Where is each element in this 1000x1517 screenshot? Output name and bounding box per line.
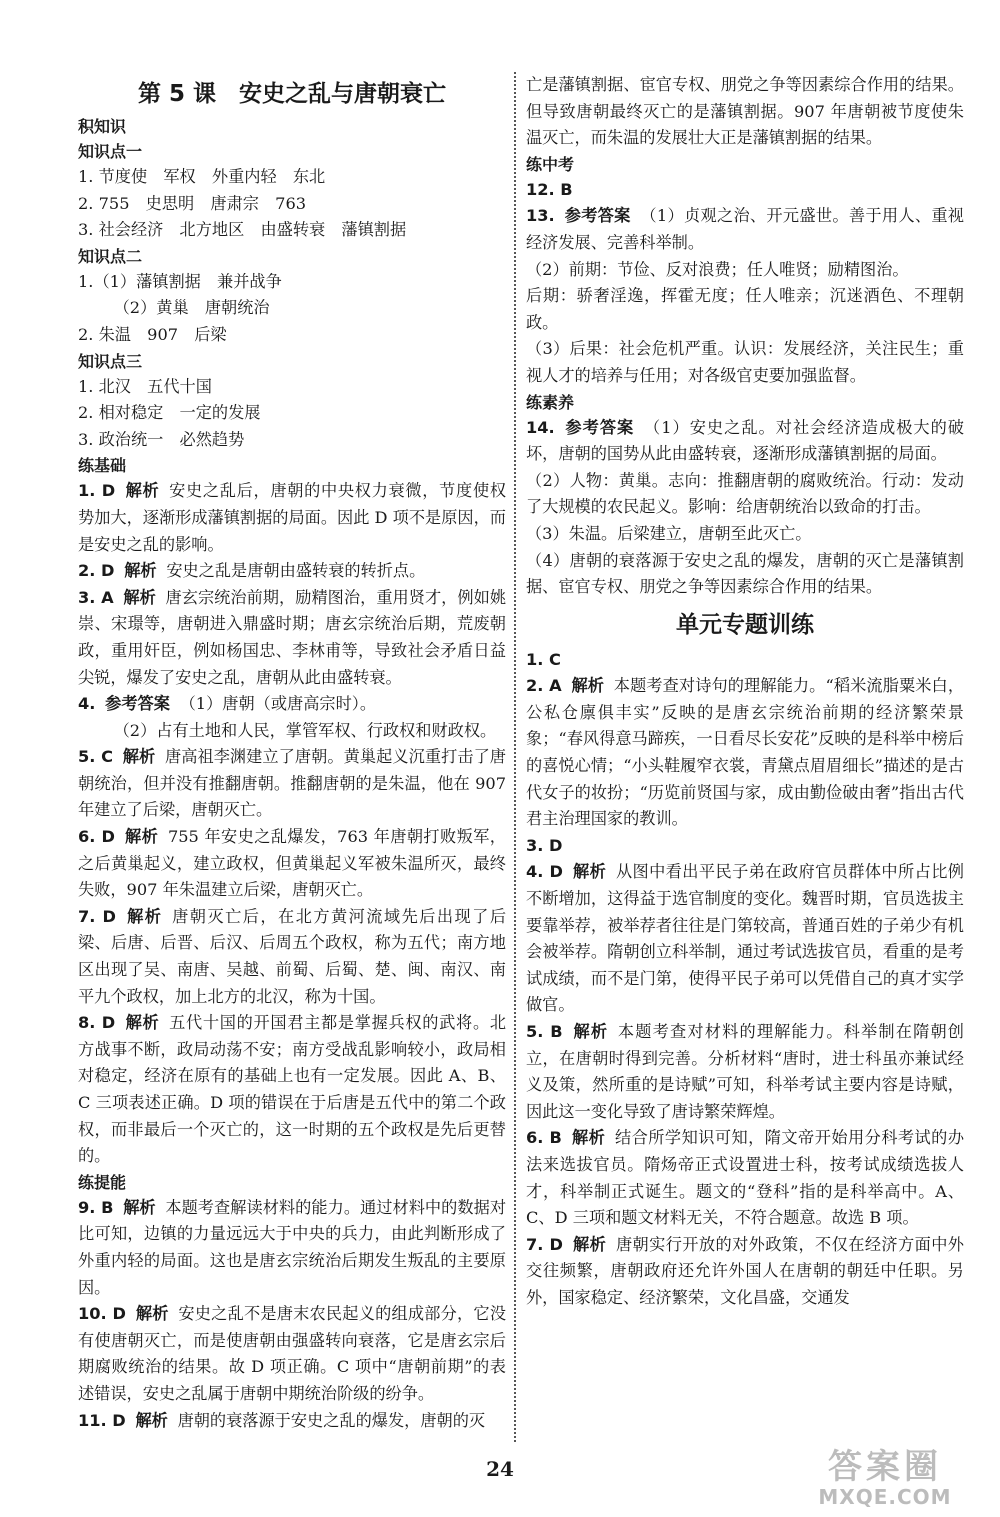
answer-text: 唐朝的衰落源于安史之乱的爆发，唐朝的灭 <box>177 1410 486 1430</box>
list-item: 1. 北汉 五代十国 <box>78 376 212 396</box>
answer-text: 五代十国的开国君主都是掌握兵权的武将。北方战事不断，政局动荡不安；南方受战乱影响较小，政局相对稳定，经济在原有的基础上也有一定发展。因此 A、B、C 三项表述正确。D 项的错误在于后唐是五代中的第二个政权，而非最后一个灭亡的，这一时期的五个政权是先后更替的。 <box>78 1013 507 1166</box>
analysis-label: 解析 <box>135 1410 168 1430</box>
answer-item <box>78 1408 506 1435</box>
answer-item <box>526 1125 964 1231</box>
answer-item <box>526 1232 964 1312</box>
answer-item <box>526 1019 964 1125</box>
answer-text: 安史之乱后，唐朝的中央权力衰微，节度使权势加大，逐渐形成藩镇割据的局面。因此 D 项不是原因，而是安史之乱的影响。 <box>78 481 507 554</box>
reference-answer-label: 参考答案 <box>105 694 170 714</box>
lesson-title: 第 5 课 安史之乱与唐朝衰亡 <box>137 81 447 107</box>
answer-item <box>78 744 506 824</box>
analysis-label: 解析 <box>124 481 160 501</box>
answer-number: 8. D <box>78 1013 116 1033</box>
analysis-label: 解析 <box>122 747 156 767</box>
list-item: 3. 政治统一 必然趋势 <box>78 429 245 449</box>
answer-text: 本题考查对材料的理解能力。科举制在隋朝创立，在唐朝时得到完善。分析材料“唐时，进士科虽亦兼试经义及策，然所重的是诗赋”可知，科举考试主要内容是诗赋，因此这一变化导致了唐诗繁荣辉煌。 <box>526 1022 964 1121</box>
analysis-label: 解析 <box>124 561 157 581</box>
answer-number: 13. <box>526 206 555 226</box>
answer-number: 1. D <box>78 481 116 501</box>
answer-number: 11. D <box>78 1410 126 1430</box>
answer-item <box>78 478 506 558</box>
answer-item <box>78 904 506 1010</box>
answer-text: 唐高祖李渊建立了唐朝。黄巢起义沉重打击了唐朝统治，但并没有推翻唐朝。推翻唐朝的是朱温，他在 907 年建立了后梁，唐朝灭亡。 <box>78 747 506 820</box>
list-item: （2）黄巢 唐朝统治 <box>113 298 270 318</box>
section-heading: 练基础 <box>78 456 127 476</box>
section-heading: 练中考 <box>526 154 575 174</box>
answer-item <box>526 177 964 204</box>
list-item: 2. 755 史思明 唐肃宗 763 <box>78 193 307 213</box>
answer-item <box>78 1301 506 1407</box>
reference-answer-label: 参考答案 <box>564 206 631 226</box>
answer-item <box>526 647 964 674</box>
answer-text: （3）朱温。后梁建立，唐朝至此灭亡。 <box>526 523 812 543</box>
answer-item <box>78 1010 506 1170</box>
right-column <box>526 72 964 1312</box>
answer-number: 5. B <box>526 1022 563 1041</box>
answer-text: （2）前期：节俭、反对浪费；任人唯贤；励精图治。 <box>526 259 909 279</box>
answer-text: （2）占有土地和人民，掌管军权、行政权和财政权。 <box>113 720 497 740</box>
answer-number: 2. D <box>78 561 115 581</box>
answer-text: （1）唐朝（或唐高宗时）。 <box>179 694 377 714</box>
answer-number: 9. B <box>78 1197 114 1217</box>
column-divider <box>514 72 516 1442</box>
answer-number: 14. <box>526 417 555 437</box>
answer-text: 结合所学知识可知，隋文帝开始用分科考试的办法来选拔官员。隋炀帝正式设置进士科，按考试成绩选拔人才，科举制正式诞生。题文的“登科”指的是科举高中。A、C、D 三项和题文材料无关，不符合题意。故选 B 项。 <box>526 1128 965 1228</box>
answer-text: 本题考查对诗句的理解能力。“稻米流脂粟米白，公私仓廪俱丰实”反映的是唐玄宗统治前期的经济繁荣景象；“春风得意马蹄疾，一日看尽长安花”反映的是科举中榜后的喜悦心情；“小头鞋履窄衣裳，青黛点眉眉细长”描述的是古代女子的妆扮；“历览前贤国与家，成由勤俭破由奢”指出古代君主治理国家的教训。 <box>526 676 965 829</box>
answer-item <box>78 558 506 585</box>
watermark-logo <box>790 1448 980 1512</box>
analysis-label: 解析 <box>125 906 163 926</box>
answer-number: 10. D <box>78 1304 126 1324</box>
answer-item <box>78 691 506 718</box>
answer-number: 3. D <box>526 835 563 855</box>
answer-item <box>526 415 964 468</box>
answer-item <box>78 1195 506 1301</box>
answer-text: 755 年安史之乱爆发，763 年唐朝打败叛军，之后黄巢起义，建立政权，但黄巢起义军被朱温所灭，最终失败，907 年朱温建立后梁，唐朝灭亡。 <box>78 827 506 900</box>
analysis-label: 解析 <box>571 1128 606 1148</box>
answer-number: 5. C <box>78 747 113 767</box>
answer-number: 12. B <box>526 179 573 199</box>
answer-item <box>78 585 506 691</box>
list-item: 2. 朱温 907 后梁 <box>78 324 227 344</box>
list-item: 3. 社会经济 北方地区 由盛转衰 藩镇割据 <box>78 220 407 240</box>
answer-text: 唐玄宗统治前期，励精图治，重用贤才，例如姚崇、宋璟等，唐朝进入鼎盛时期；唐玄宗统治后期，荒废朝政，重用奸臣，例如杨国忠、李林甫等，导致社会矛盾日益尖锐，爆发了安史之乱，唐朝从此由盛转衰。 <box>78 587 507 687</box>
analysis-label: 解析 <box>572 862 607 882</box>
analysis-label: 解析 <box>124 827 159 847</box>
analysis-label: 解析 <box>135 1304 169 1324</box>
answer-text: 后期：骄奢淫逸，挥霍无度；任人唯亲；沉迷酒色、不理朝政。 <box>526 286 964 332</box>
answer-text: 安史之乱是唐朝由盛转衰的转折点。 <box>166 561 426 581</box>
watermark-logo-text: 答案圈 <box>828 1447 942 1487</box>
page-number: 24 <box>486 1457 514 1481</box>
answer-number: 7. D <box>78 906 116 926</box>
left-column <box>78 76 506 1434</box>
answer-number: 1. C <box>526 649 561 669</box>
answer-number: 6. B <box>526 1128 562 1148</box>
list-item: 2. 相对稳定 一定的发展 <box>78 403 261 423</box>
reference-answer-label: 参考答案 <box>564 417 635 437</box>
answer-item <box>78 824 506 904</box>
analysis-label: 解析 <box>124 1013 160 1033</box>
analysis-label: 解析 <box>123 1197 156 1217</box>
knowledge-point-heading: 知识点三 <box>78 351 143 371</box>
analysis-label: 解析 <box>572 1022 609 1041</box>
answer-text: （1）贞观之治、开元盛世。善于用人、重视经济发展、完善科举制。 <box>526 206 964 252</box>
section-heading: 练素养 <box>526 392 575 412</box>
knowledge-point-heading: 知识点一 <box>78 142 143 161</box>
answer-text: 唐朝实行开放的对外政策，不仅在经济方面中外交往频繁，唐朝政府还允许外国人在唐朝的朝廷中任职。另外，国家稳定、经济繁荣，文化昌盛，交通发 <box>526 1234 964 1307</box>
answer-text: （4）唐朝的衰落源于安史之乱的爆发，唐朝的灭亡是藩镇割据、宦官专权、朋党之争等因素综合作用的结果。 <box>526 550 964 597</box>
knowledge-point-heading: 知识点二 <box>78 246 143 266</box>
answer-number: 4. D <box>526 862 563 882</box>
answer-text: （3）后果：社会危机严重。认识：发展经济，关注民生；重视人才的培养与任用；对各级官吏要加强监督。 <box>526 339 964 385</box>
answer-item <box>526 203 964 256</box>
answer-number: 7. D <box>526 1234 563 1254</box>
answer-text: 本题考查解读材料的能力。通过材料中的数据对比可知，边镇的力量远远大于中央的兵力，由此判断形成了外重内轻的局面。这也是唐玄宗统治后期发生叛乱的主要原因。 <box>78 1197 507 1297</box>
analysis-label: 解析 <box>571 676 605 696</box>
section-heading: 积知识 <box>78 117 127 136</box>
watermark-url: MXQE.COM <box>818 1485 952 1509</box>
list-item: 1. 节度使 军权 外重内轻 东北 <box>78 167 326 186</box>
answer-item <box>526 673 964 833</box>
answer-text: 安史之乱不是唐末农民起义的组成部分，它没有使唐朝灭亡，而是使唐朝由强盛转向衰落，它是唐玄宗后期腐败统治的结果。故 D 项正确。C 项中“唐朝前期”的表述错误，安史之乱属于唐朝中期统治阶级的纷争。 <box>78 1304 507 1403</box>
answer-number: 4. <box>78 694 96 714</box>
section-heading: 练提能 <box>78 1172 127 1192</box>
answer-item <box>526 859 964 1019</box>
answer-text: 从图中看出平民子弟在政府官员群体中所占比例不断增加，这得益于选官制度的变化。魏晋时期，官员选拔主要靠举荐，被举荐者往往是门第较高，普通百姓的子弟少有机会被举荐。隋朝创立科举制，通过考试选拔官员，看重的是考试成绩，而不是门第，使得平民子弟可以凭借自己的真才实学做官。 <box>526 862 964 1015</box>
analysis-label: 解析 <box>572 1234 607 1254</box>
list-item: 1.（1）藩镇割据 兼并战争 <box>78 271 282 291</box>
unit-title: 单元专题训练 <box>676 611 814 638</box>
answer-text: 亡是藩镇割据、宦官专权、朋党之争等因素综合作用的结果。但导致唐朝最终灭亡的是藩镇割据。907 年唐朝被节度使朱温灭亡，而朱温的发展壮大正是藩镇割据的结果。 <box>526 75 964 148</box>
answer-item <box>526 833 964 860</box>
answer-number: 2. A <box>526 676 562 696</box>
answer-text: （2）人物：黄巢。志向：推翻唐朝的腐败统治。行动：发动了大规模的农民起义。影响：给唐朝统治以致命的打击。 <box>526 470 964 517</box>
answer-text: （1）安史之乱。对社会经济造成极大的破坏，唐朝的国势从此由盛转衰，逐渐形成藩镇割据的局面。 <box>526 417 964 464</box>
answer-number: 3. A <box>78 587 114 607</box>
answer-number: 6. D <box>78 827 115 847</box>
analysis-label: 解析 <box>123 587 156 607</box>
answer-text: 唐朝灭亡后，在北方黄河流域先后出现了后梁、后唐、后晋、后汉、后周五个政权，称为五代；南方地区出现了吴、南唐、吴越、前蜀、后蜀、楚、闽、南汉、南平九个政权，加上北方的北汉，称为十国。 <box>78 906 507 1006</box>
